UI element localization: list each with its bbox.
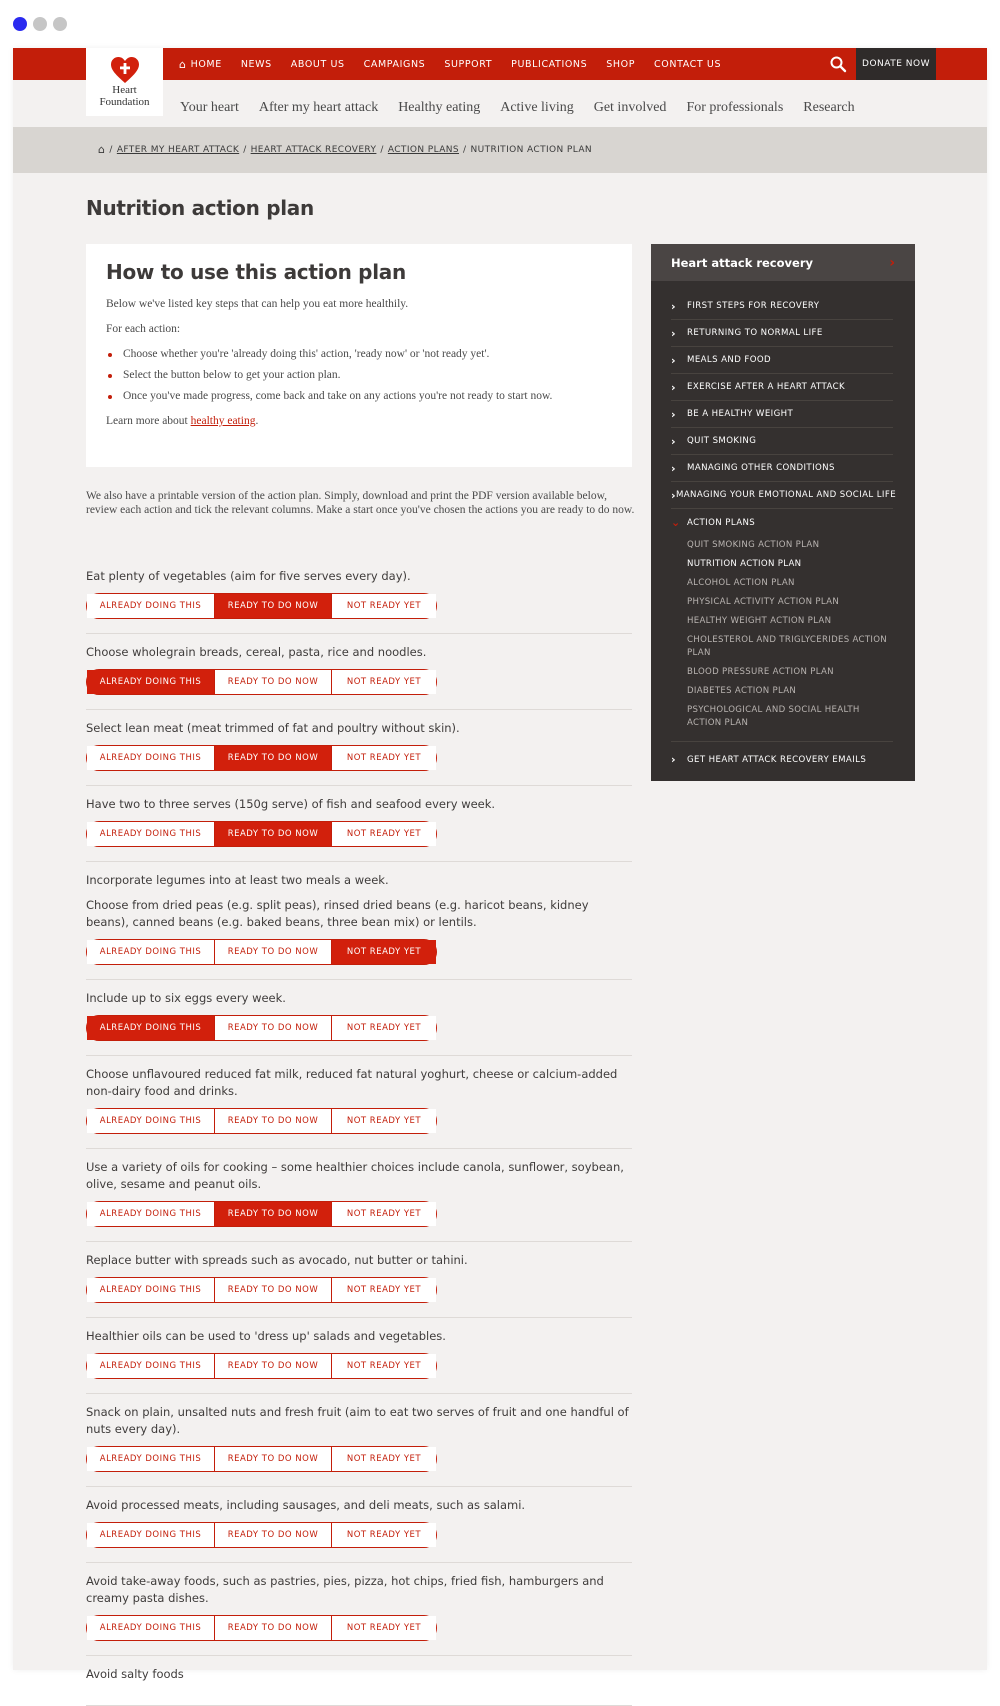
ready-button[interactable]: READY TO DO NOW [215,1016,332,1040]
sidebar-item-label: BE A HEALTHY WEIGHT [687,409,794,419]
nav-item-label: CONTACT US [654,58,722,70]
action-choice-group [86,939,437,965]
how-to-title: How to use this action plan [106,260,406,284]
nav-item-about-us[interactable] [291,59,345,70]
breadcrumb [98,143,592,156]
action-text: Snack on plain, unsalted nuts and fresh fruit (aim to eat two serves of fruit and one handful of nuts every day). [86,1405,629,1436]
action-text: Replace butter with spreads such as avocado, nut butter or tahini. [86,1253,468,1267]
breadcrumb-item-heart-attack-recovery[interactable]: HEART ATTACK RECOVERY [250,144,377,155]
action-text: Choose wholegrain breads, cereal, pasta, rice and noodles. [86,645,427,659]
nav-item-campaigns[interactable] [364,59,426,70]
sidebar-item-label: QUIT SMOKING [687,436,757,446]
nav-item-label: CAMPAIGNS [363,58,426,70]
ready-button[interactable]: READY TO DO NOW [215,1278,332,1302]
learn-more-suffix: . [255,415,259,427]
breadcrumb-item-action-plans[interactable]: ACTION PLANS [387,144,460,155]
zoom-window-button[interactable] [53,17,67,31]
already-button[interactable]: ALREADY DOING THIS [87,1016,215,1040]
not-ready-button[interactable]: NOT READY YET [332,1354,436,1378]
sidebar-item-quit-smoking[interactable] [671,428,893,455]
already-button[interactable]: ALREADY DOING THIS [87,1447,215,1471]
ready-button[interactable]: READY TO DO NOW [215,1523,332,1547]
logo-text-heart: Heart [112,84,137,96]
already-button[interactable]: ALREADY DOING THIS [87,746,215,770]
secnav-item-healthy-eating[interactable]: Healthy eating [398,100,481,115]
action-choice-group [86,1108,437,1134]
action-item [86,980,632,1056]
sidebar-heart-attack-recovery [651,244,915,781]
action-item [86,634,632,710]
search-icon[interactable] [829,55,847,73]
action-choice-group [86,1015,437,1041]
how-to-for-each: For each action: [106,323,181,335]
not-ready-button[interactable]: NOT READY YET [332,822,436,846]
already-button[interactable]: ALREADY DOING THIS [87,1202,215,1226]
nav-item-contact-us[interactable] [654,59,721,70]
sidebar-subitem-physical-activity-action-plan[interactable]: PHYSICAL ACTIVITY ACTION PLAN [687,597,840,607]
breadcrumb-separator: / [463,144,467,155]
sidebar-item-action-plans[interactable] [671,509,893,536]
chevron-right-icon: › [671,326,676,340]
ready-button[interactable]: READY TO DO NOW [215,594,332,618]
how-to-use-panel [86,244,632,467]
not-ready-button[interactable]: NOT READY YET [332,1016,436,1040]
not-ready-button[interactable]: NOT READY YET [332,670,436,694]
sidebar-subitem-diabetes-action-plan[interactable]: DIABETES ACTION PLAN [687,686,797,696]
sidebar-item-label: MANAGING YOUR EMOTIONAL AND SOCIAL LIFE [675,490,897,500]
action-choice-group [86,1277,437,1303]
nav-item-label: PUBLICATIONS [511,58,588,70]
already-button[interactable]: ALREADY DOING THIS [87,1278,215,1302]
chevron-right-icon: › [671,353,676,367]
heart-foundation-logo[interactable] [86,48,163,116]
action-choice-group [86,745,437,771]
not-ready-button[interactable]: NOT READY YET [332,940,436,964]
sidebar-subitem-psychological-and-social-health-action-plan[interactable]: PSYCHOLOGICAL AND SOCIAL HEALTH ACTION PLAN [687,705,860,728]
ready-button[interactable]: READY TO DO NOW [215,1447,332,1471]
nav-item-label: HOME [190,58,222,70]
action-text: Select lean meat (meat trimmed of fat and poultry without skin). [86,721,460,735]
ready-button[interactable]: READY TO DO NOW [215,746,332,770]
action-text: Eat plenty of vegetables (aim for five serves every day). [86,569,411,583]
breadcrumb-item-nutrition-action-plan: NUTRITION ACTION PLAN [470,144,593,155]
sidebar-subitem-alcohol-action-plan[interactable]: ALCOHOL ACTION PLAN [687,578,795,588]
healthy-eating-link[interactable]: healthy eating [190,415,256,427]
secnav-item-after-my-heart-attack[interactable]: After my heart attack [258,100,379,115]
action-text: Choose from dried peas (e.g. split peas), rinsed dried beans (e.g. haricot beans, kidney beans), canned beans (e.g. baked beans, three bean mix) or lentils. [86,898,589,929]
action-item [86,786,632,862]
nav-item-label: NEWS [240,58,272,70]
action-choice-group [86,669,437,695]
how-to-bullet: Once you've made progress, come back and take on any actions you're not ready to start now. [106,390,612,402]
secnav-item-your-heart[interactable]: Your heart [180,100,239,115]
secnav-item-for-professionals[interactable]: For professionals [686,100,784,115]
not-ready-button[interactable]: NOT READY YET [332,1447,436,1471]
action-item [86,1563,632,1656]
nav-item-label: SHOP [606,58,636,70]
already-button[interactable]: ALREADY DOING THIS [87,1109,215,1133]
ready-button[interactable]: READY TO DO NOW [215,670,332,694]
action-item [86,1656,632,1706]
action-text: Avoid processed meats, including sausages, and deli meats, such as salami. [86,1498,526,1512]
action-item [86,1056,632,1149]
sidebar-subitem-cholesterol-and-triglycerides-action-plan[interactable]: CHOLESTEROL AND TRIGLYCERIDES ACTION PLAN [687,635,888,658]
nav-item-publications[interactable] [511,59,587,70]
action-choice-group [86,593,437,619]
page-title: Nutrition action plan [86,196,314,220]
nav-item-support[interactable] [444,59,492,70]
secnav-item-active-living[interactable]: Active living [500,100,574,115]
chevron-right-icon: › [671,299,676,313]
learn-more-text [106,415,612,427]
sidebar-subitem-blood-pressure-action-plan[interactable]: BLOOD PRESSURE ACTION PLAN [687,667,834,677]
secnav-item-get-involved[interactable]: Get involved [593,100,667,115]
sidebar-item-label: ACTION PLANS [687,517,756,528]
action-item [86,1394,632,1487]
chevron-right-icon: › [671,380,676,394]
action-item [86,1318,632,1394]
browser-window [13,48,987,1681]
action-list [86,558,632,1706]
secnav-item-research[interactable]: Research [803,100,855,115]
ready-button[interactable]: READY TO DO NOW [215,1354,332,1378]
sidebar-title: Heart attack recovery [671,255,813,270]
action-text: Avoid salty foods [86,1667,184,1681]
sidebar-items [651,281,915,773]
sidebar-item-meals-and-food[interactable] [671,347,893,374]
how-to-intro: Below we've listed key steps that can help you eat more healthily. [106,298,409,310]
action-item [86,1242,632,1318]
sidebar-item-get-recovery-emails[interactable] [671,746,893,773]
home-icon: ⌂ [179,57,187,71]
sidebar-item-label: FIRST STEPS FOR RECOVERY [687,301,820,311]
action-choice-group [86,1522,437,1548]
breadcrumb-separator: / [243,144,247,155]
breadcrumb-item-after-my-heart-attack[interactable]: AFTER MY HEART ATTACK [116,144,240,155]
sidebar-item-label: RETURNING TO NORMAL LIFE [687,328,823,338]
window-controls [13,17,67,31]
learn-more-prefix: Learn more about [106,415,191,427]
action-item [86,1149,632,1242]
sidebar-item-label: MANAGING OTHER CONDITIONS [687,463,835,473]
heart-logo-icon [110,56,140,84]
action-text: Have two to three serves (150g serve) of fish and seafood every week. [86,797,496,811]
how-to-bullet: Select the button below to get your action plan. [106,369,612,381]
sidebar-subitems [671,536,893,742]
not-ready-button[interactable]: NOT READY YET [332,1202,436,1226]
action-item [86,710,632,786]
sidebar-item-be-a-healthy-weight[interactable] [671,401,893,428]
nav-item-label: SUPPORT [444,58,493,70]
printable-version-text: We also have a printable version of the action plan. Simply, download and print the PDF version available below, review each action and tick the relevant columns. Make a start once you've chosen the actions you are ready to do now. [86,490,635,516]
action-text: Avoid take-away foods, such as pastries, pies, pizza, hot chips, fried fish, hamburgers and creamy pasta dishes. [86,1574,604,1605]
sidebar-subitem-nutrition-action-plan[interactable]: NUTRITION ACTION PLAN [687,559,802,569]
not-ready-button[interactable]: NOT READY YET [332,594,436,618]
sidebar-subitem-quit-smoking-action-plan[interactable]: QUIT SMOKING ACTION PLAN [687,540,820,550]
breadcrumb-separator: / [109,144,113,155]
ready-button[interactable]: READY TO DO NOW [215,940,332,964]
nav-item-label: ABOUT US [290,58,345,70]
close-window-button[interactable] [13,17,27,31]
already-button[interactable]: ALREADY DOING THIS [87,1354,215,1378]
breadcrumb-home-icon[interactable]: ⌂ [98,143,106,156]
ready-button[interactable]: READY TO DO NOW [215,822,332,846]
logo-text-foundation: Foundation [99,96,150,108]
already-button[interactable]: ALREADY DOING THIS [87,1616,215,1640]
sidebar-item-managing-other-conditions[interactable] [671,455,893,482]
not-ready-button[interactable]: NOT READY YET [332,1616,436,1640]
action-text: Incorporate legumes into at least two meals a week. [86,873,389,887]
action-choice-group [86,1446,437,1472]
sidebar-item-label: MEALS AND FOOD [687,355,772,365]
minimize-window-button[interactable] [33,17,47,31]
sidebar-item-exercise-after-a-heart-attack[interactable] [671,374,893,401]
sidebar-item-returning-to-normal-life[interactable] [671,320,893,347]
action-choice-group [86,821,437,847]
already-button[interactable]: ALREADY DOING THIS [87,594,215,618]
ready-button[interactable]: READY TO DO NOW [215,1109,332,1133]
nav-item-news[interactable] [241,59,272,70]
sidebar-item-managing-your-emotional-and-social-life[interactable] [671,482,897,509]
not-ready-button[interactable]: NOT READY YET [332,1109,436,1133]
action-item [86,1487,632,1563]
action-text: Healthier oils can be used to 'dress up' salads and vegetables. [86,1329,446,1343]
how-to-bullet: Choose whether you're 'already doing this' action, 'ready now' or 'not ready yet'. [106,348,612,360]
action-choice-group [86,1201,437,1227]
sidebar-item-label: GET HEART ATTACK RECOVERY EMAILS [687,754,867,765]
sidebar-item-first-steps-for-recovery[interactable] [671,293,893,320]
chevron-right-icon: › [889,254,895,271]
breadcrumb-bar [13,127,987,173]
chevron-right-icon: › [671,753,676,766]
action-text: Include up to six eggs every week. [86,991,286,1005]
not-ready-button[interactable]: NOT READY YET [332,1523,436,1547]
already-button[interactable]: ALREADY DOING THIS [87,670,215,694]
already-button[interactable]: ALREADY DOING THIS [87,822,215,846]
sidebar-item-label: EXERCISE AFTER A HEART ATTACK [687,382,846,392]
nav-item-home[interactable] [179,58,222,71]
nav-item-shop[interactable] [606,59,635,70]
chevron-right-icon: › [671,488,676,502]
already-button[interactable]: ALREADY DOING THIS [87,940,215,964]
action-text: Use a variety of oils for cooking – some healthier choices include canola, sunflower, soybean, olive, sesame and peanut oils. [86,1160,624,1191]
already-button[interactable]: ALREADY DOING THIS [87,1523,215,1547]
how-to-bullets [106,348,612,402]
ready-button[interactable]: READY TO DO NOW [215,1202,332,1226]
donate-now-button[interactable]: DONATE NOW [856,48,936,80]
chevron-right-icon: › [671,434,676,448]
breadcrumb-separator: / [380,144,384,155]
chevron-down-icon: ⌄ [671,516,681,529]
chevron-right-icon: › [671,407,676,421]
ready-button[interactable]: READY TO DO NOW [215,1616,332,1640]
not-ready-button[interactable]: NOT READY YET [332,1278,436,1302]
action-item [86,558,632,634]
chevron-right-icon: › [671,461,676,475]
action-text: Choose unflavoured reduced fat milk, reduced fat natural yoghurt, cheese or calcium-added non-dairy food and drinks. [86,1067,618,1098]
sidebar-subitem-healthy-weight-action-plan[interactable]: HEALTHY WEIGHT ACTION PLAN [687,616,832,626]
not-ready-button[interactable]: NOT READY YET [332,746,436,770]
action-choice-group [86,1353,437,1379]
main-nav [179,48,740,80]
action-choice-group [86,1615,437,1641]
secondary-nav [180,100,875,116]
action-item [86,862,632,980]
sidebar-header[interactable] [651,244,915,281]
